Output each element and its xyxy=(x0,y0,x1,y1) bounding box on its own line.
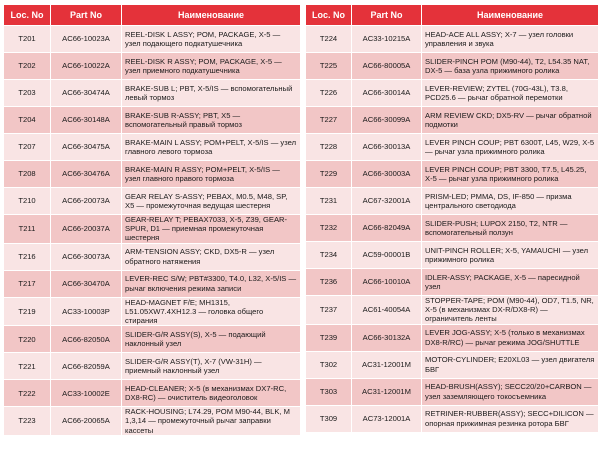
part-number-cell: AC66-30470A xyxy=(51,270,122,297)
loc-cell: T202 xyxy=(4,53,51,80)
part-number-cell: AC33-10002E xyxy=(51,380,122,407)
loc-cell: T203 xyxy=(4,80,51,107)
header-part: Part No xyxy=(51,5,122,26)
name-cell: BRAKE-MAIN R ASSY; POM+PELT, X-5/IS — узел главного правого тормоза xyxy=(122,161,301,188)
loc-cell: T228 xyxy=(306,134,352,161)
part-number-cell: AC66-30474A xyxy=(51,80,122,107)
name-cell: PRISM-LED; PMMA, DS, IF-850 — призма центрального светодиода xyxy=(422,188,599,215)
part-number-cell: AC67-32001A xyxy=(352,188,422,215)
part-number-cell: AC66-30073A xyxy=(51,243,122,270)
table-row xyxy=(4,297,301,326)
loc-cell: T227 xyxy=(306,107,352,134)
name-cell: HEAD-ACE ALL ASSY; X-7 — узел головки управления и звука xyxy=(422,26,599,53)
part-number-cell: AC66-10010A xyxy=(352,269,422,296)
part-number-cell: AC66-80005A xyxy=(352,53,422,80)
name-cell: GEAR RELAY S-ASSY; PEBAX, M0.5, M48, SP, X5 — промежуточная ведущая шестерня xyxy=(122,188,301,215)
loc-cell: T303 xyxy=(306,378,352,405)
loc-cell: T210 xyxy=(4,188,51,215)
table-row xyxy=(306,324,599,351)
loc-cell: T220 xyxy=(4,326,51,353)
header-name: Наименование xyxy=(122,5,301,26)
part-number-cell: AC33-10003P xyxy=(51,297,122,326)
table-row xyxy=(4,326,301,353)
table-row xyxy=(4,80,301,107)
table-row xyxy=(4,270,301,297)
part-number-cell: AC59-00001B xyxy=(352,242,422,269)
name-cell: SLIDER-PUSH; LUPOX 2150, T2, NTR — вспомогательный ползун xyxy=(422,215,599,242)
name-cell: LEVER PINCH COUP; PBT 3300, T7.5, L45.25, X-5 — рычаг узла прижимного ролика xyxy=(422,161,599,188)
loc-cell: T226 xyxy=(306,80,352,107)
loc-cell: T208 xyxy=(4,161,51,188)
table-row xyxy=(306,188,599,215)
table-row xyxy=(306,134,599,161)
loc-cell: T222 xyxy=(4,380,51,407)
name-cell: BRAKE-SUB L; PBT, X-5/IS — вспомогательный левый тормоз xyxy=(122,80,301,107)
part-number-cell: AC66-20065A xyxy=(51,407,122,436)
name-cell: STOPPER-TAPE; POM (M90-44), OD7, T1.5, NR, X-5 (в механизмах DX-R/DX8-R) — ограничитель ленты xyxy=(422,296,599,325)
loc-cell: T217 xyxy=(4,270,51,297)
loc-cell: T232 xyxy=(306,215,352,242)
name-cell: RETRINER-RUBBER(ASSY); SECC+DILICON — опорная прижимная резинка ротора БВГ xyxy=(422,405,599,432)
table-row xyxy=(4,380,301,407)
loc-cell: T223 xyxy=(4,407,51,436)
parts-table-left xyxy=(3,4,301,436)
table-row xyxy=(4,353,301,380)
part-number-cell: AC66-10022A xyxy=(51,53,122,80)
loc-cell: T211 xyxy=(4,215,51,244)
name-cell: LEVER PINCH COUP; PBT 6300T, L45, W29, X-5 — рычаг узла прижимного ролика xyxy=(422,134,599,161)
header-loc: Loc. No xyxy=(4,5,51,26)
part-number-cell: AC33-10215A xyxy=(352,26,422,53)
table-row xyxy=(4,53,301,80)
table-row xyxy=(4,407,301,436)
table-row xyxy=(306,269,599,296)
loc-cell: T229 xyxy=(306,161,352,188)
table-row xyxy=(4,107,301,134)
part-number-cell: AC66-20037A xyxy=(51,215,122,244)
part-number-cell: AC66-30132A xyxy=(352,324,422,351)
name-cell: HEAD-BRUSH(ASSY); SECC20/20+CARBON — узел заземляющего токосъемника xyxy=(422,378,599,405)
part-number-cell: AC66-30148A xyxy=(51,107,122,134)
table-row xyxy=(306,107,599,134)
table-row xyxy=(306,351,599,378)
name-cell: RACK-HOUSING; L74.29, POM M90-44, BLK, M 1,3,14 — промежуточный рычаг заправки кассеты xyxy=(122,407,301,436)
table-row xyxy=(4,161,301,188)
part-number-cell: AC66-82049A xyxy=(352,215,422,242)
loc-cell: T207 xyxy=(4,134,51,161)
loc-cell: T309 xyxy=(306,405,352,432)
name-cell: LEVER JOG-ASSY; X-5 (только в механизмах DX8-R/RC) — рычаг режима JOG/SHUTTLE xyxy=(422,324,599,351)
part-number-cell: AC66-30476A xyxy=(51,161,122,188)
name-cell: UNIT-PINCH ROLLER; X-5, YAMAUCHI — узел прижимного ролика xyxy=(422,242,599,269)
part-number-cell: AC73-12001A xyxy=(352,405,422,432)
table-row xyxy=(306,80,599,107)
header-part: Part No xyxy=(352,5,422,26)
name-cell: BRAKE-MAIN L ASSY; POM+PELT, X-5/IS — узел главного левого тормоза xyxy=(122,134,301,161)
part-number-cell: AC66-82050A xyxy=(51,326,122,353)
loc-cell: T239 xyxy=(306,324,352,351)
table-row xyxy=(4,188,301,215)
table-row xyxy=(306,405,599,432)
table-row xyxy=(4,215,301,244)
parts-table-right xyxy=(305,4,599,433)
loc-cell: T302 xyxy=(306,351,352,378)
name-cell: HEAD-MAGNET F/E; MH1315, L51.05XW7.4XH12.3 — головка общего стирания xyxy=(122,297,301,326)
name-cell: LEVER-REC S/W; PBT#3300, T4.0, L32, X-5/IS — рычаг включения режима записи xyxy=(122,270,301,297)
table-row xyxy=(306,215,599,242)
name-cell: IDLER-ASSY; PACKAGE, X-5 — паресидной узел xyxy=(422,269,599,296)
part-number-cell: AC66-10023A xyxy=(51,26,122,53)
table-row xyxy=(306,242,599,269)
loc-cell: T201 xyxy=(4,26,51,53)
loc-cell: T221 xyxy=(4,353,51,380)
part-number-cell: AC66-82059A xyxy=(51,353,122,380)
part-number-cell: AC66-30475A xyxy=(51,134,122,161)
table-row xyxy=(306,296,599,325)
part-number-cell: AC66-20073A xyxy=(51,188,122,215)
name-cell: REEL-DISK R ASSY; POM, PACKAGE, X-5 — узел приемного подкатушечника xyxy=(122,53,301,80)
part-number-cell: AC61-40054A xyxy=(352,296,422,325)
name-cell: MOTOR-CYLINDER; E20XL03 — узел двигателя БВГ xyxy=(422,351,599,378)
loc-cell: T237 xyxy=(306,296,352,325)
table-row xyxy=(306,161,599,188)
name-cell: ARM REVIEW CKD; DX5-RV — рычаг обратной подмотки xyxy=(422,107,599,134)
name-cell: SLIDER-G/R ASSY(T), X-7 (VW-31H) — приемный наклонный узел xyxy=(122,353,301,380)
name-cell: GEAR-RELAY T; PEBAX7033, X-5, Z39, GEAR-SPUR, D1 — приемная промежуточная шестерня xyxy=(122,215,301,244)
name-cell: BRAKE-SUB R-ASSY; PBT, X5 — вспомогательный правый тормоз xyxy=(122,107,301,134)
header-loc: Loc. No xyxy=(306,5,352,26)
table-row xyxy=(4,134,301,161)
part-number-cell: AC31-12001M xyxy=(352,351,422,378)
table-row xyxy=(4,26,301,53)
name-cell: HEAD-CLEANER; X-5 (в механизмах DX7-RC, DX8-RC) — очиститель видеоголовок xyxy=(122,380,301,407)
loc-cell: T219 xyxy=(4,297,51,326)
name-cell: LEVER-REVIEW; ZYTEL (70G-43L), T3.8, PCD25.6 — рычаг обратной перемотки xyxy=(422,80,599,107)
part-number-cell: AC66-30013A xyxy=(352,134,422,161)
loc-cell: T216 xyxy=(4,243,51,270)
table-row xyxy=(306,378,599,405)
part-number-cell: AC31-12001M xyxy=(352,378,422,405)
loc-cell: T224 xyxy=(306,26,352,53)
name-cell: ARM-TENSION ASSY; CKD, DX5-R — узел обратного натяжения xyxy=(122,243,301,270)
name-cell: SLIDER-PINCH POM (M90-44), T2, L54.35 NAT, DX-5 — база узла прижимного ролика xyxy=(422,53,599,80)
loc-cell: T236 xyxy=(306,269,352,296)
loc-cell: T204 xyxy=(4,107,51,134)
table-row xyxy=(4,243,301,270)
part-number-cell: AC66-30014A xyxy=(352,80,422,107)
loc-cell: T234 xyxy=(306,242,352,269)
table-header xyxy=(306,5,599,26)
table-header xyxy=(4,5,301,26)
name-cell: SLIDER-G/R ASSY(S), X-5 — подающий наклонный узел xyxy=(122,326,301,353)
part-number-cell: AC66-30099A xyxy=(352,107,422,134)
header-name: Наименование xyxy=(422,5,599,26)
part-number-cell: AC66-30003A xyxy=(352,161,422,188)
table-row xyxy=(306,26,599,53)
loc-cell: T231 xyxy=(306,188,352,215)
table-row xyxy=(306,53,599,80)
name-cell: REEL-DISK L ASSY; POM, PACKAGE, X-5 — узел подающего подкатушечника xyxy=(122,26,301,53)
loc-cell: T225 xyxy=(306,53,352,80)
